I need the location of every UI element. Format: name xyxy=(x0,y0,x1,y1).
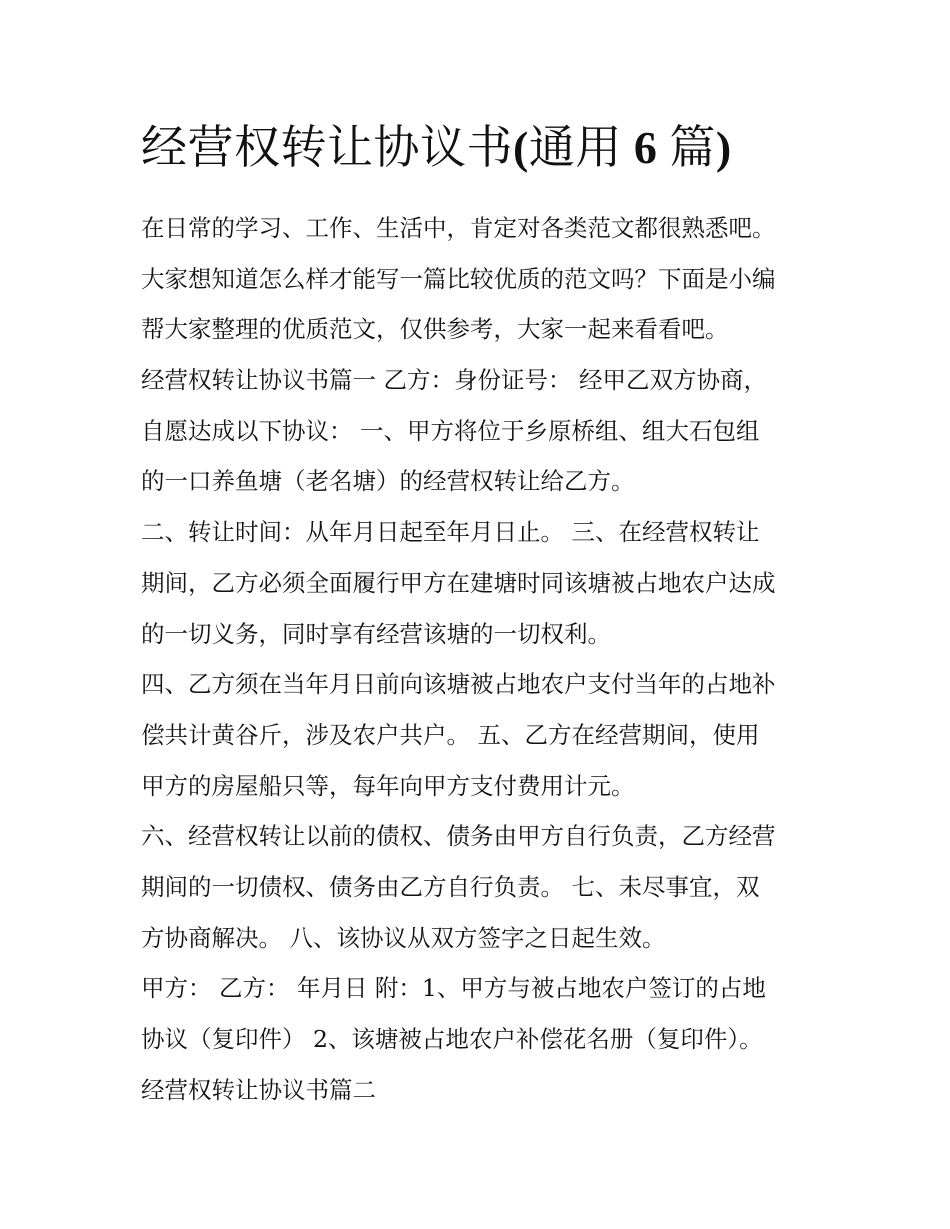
body-line: 的一切义务，同时享有经营该塘的一切权利。 xyxy=(141,619,611,648)
body-line: 经营权转让协议书篇二 xyxy=(141,1075,376,1104)
body-line: 六、经营权转让以前的债权、债务由甲方自行负责，乙方经营 xyxy=(141,822,776,851)
body-line: 期间，乙方必须全面履行甲方在建塘时同该塘被占地农户达成 xyxy=(141,568,776,597)
body-line: 四、乙方须在当年月日前向该塘被占地农户支付当年的占地补 xyxy=(141,670,776,699)
body-line: 偿共计黄谷斤，涉及农户共户。 五、乙方在经营期间，使用 xyxy=(141,720,760,749)
title-chapters: 篇 xyxy=(669,120,716,174)
body-line: 大家想知道怎么样才能写一篇比较优质的范文吗？下面是小编 xyxy=(141,264,776,293)
body-line: 帮大家整理的优质范文，仅供参考，大家一起来看看吧。 xyxy=(141,315,729,344)
body-line: 方协商解决。 八、该协议从双方签字之日起生效。 xyxy=(141,923,666,952)
body-line: 经营权转让协议书篇一 乙方：身份证号： 经甲乙双方协商， xyxy=(141,366,767,395)
body-line: 甲方的房屋船只等，每年向甲方支付费用计元。 xyxy=(141,771,635,800)
title-text: 经营权转让协议书 xyxy=(141,120,513,174)
document-title xyxy=(141,112,821,183)
document-page xyxy=(141,112,821,1115)
title-count: 6 xyxy=(621,122,670,173)
document-body xyxy=(141,203,821,1115)
body-line: 的一口养鱼塘（老名塘）的经营权转让给乙方。 xyxy=(141,467,635,496)
body-line: 自愿达成以下协议： 一、甲方将位于乡原桥组、组大石包组 xyxy=(141,416,760,445)
title-open-paren: ( xyxy=(513,122,529,173)
title-close-paren: ) xyxy=(715,122,732,173)
body-line: 二、转让时间：从年月日起至年月日止。 三、在经营权转让 xyxy=(141,518,760,547)
body-line: 甲方： 乙方： 年月日 附：1、甲方与被占地农户签订的占地 xyxy=(141,974,766,1003)
body-line: 在日常的学习、工作、生活中，肯定对各类范文都很熟悉吧。 xyxy=(141,214,776,242)
body-line: 期间的一切债权、债务由乙方自行负责。 七、未尽事宜，双 xyxy=(141,872,760,901)
title-general: 通用 xyxy=(528,120,622,174)
body-line: 协议（复印件） 2、该塘被占地农户补偿花名册（复印件）。 xyxy=(141,1025,763,1053)
